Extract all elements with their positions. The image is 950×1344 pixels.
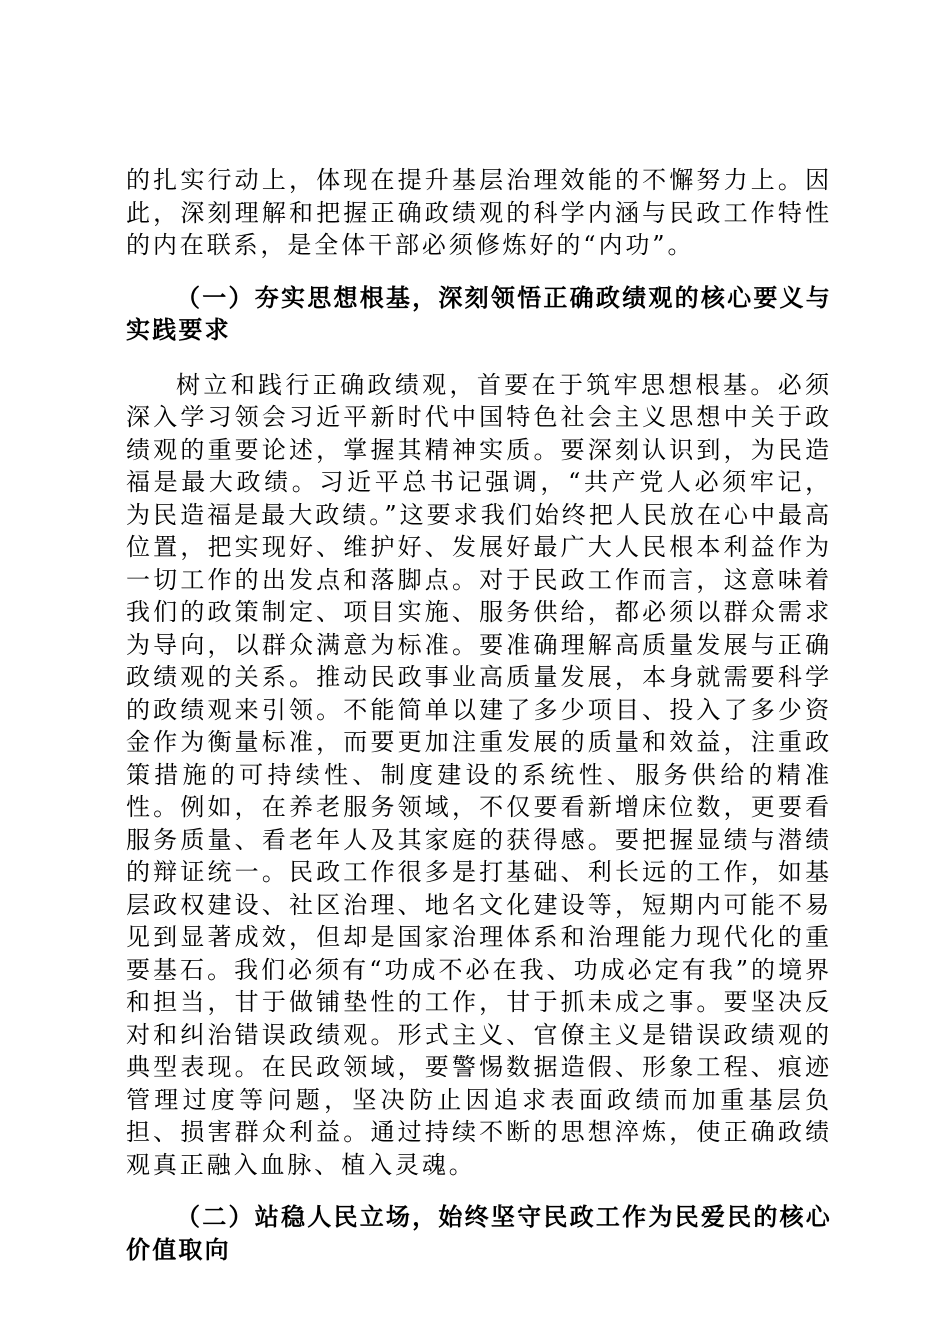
section-two-heading: （二）站稳人民立场，始终坚守民政工作为民爱民的核心价值取向 [126, 1203, 832, 1264]
document-body [126, 164, 832, 1266]
continuation-paragraph: 的扎实行动上，体现在提升基层治理效能的不懈努力上。因此，深刻理解和把握正确政绩观的科学内涵与民政工作特性的内在联系，是全体干部必须修炼好的“内功”。 [126, 166, 832, 259]
paragraph-spacer [126, 347, 832, 369]
paragraph-spacer [126, 262, 832, 282]
section-one-heading: （一）夯实思想根基，深刻领悟正确政绩观的核心要义与实践要求 [126, 283, 832, 344]
paragraph-spacer [126, 1181, 832, 1201]
section-one-body: 树立和践行正确政绩观，首要在于筑牢思想根基。必须深入学习领会习近平新时代中国特色社会主义思想中关于政绩观的重要论述，掌握其精神实质。要深刻认识到，为民造福是最大政绩。习近平总书记强调，“共产党人必须牢记，为民造福是最大政绩。”这要求我们始终把人民放在心中最高位置，把实现好、维护好、发展好最广大人民根本利益作为一切工作的出发点和落脚点。对于民政工作而言，这意味着我们的政策制定、项目实施、服务供给，都必须以群众需求为导向，以群众满意为标准。要准确理解高质量发展与正确政绩观的关系。推动民政事业高质量发展，本身就需要科学的政绩观来引领。不能简单以建了多少项目、投入了多少资金作为衡量标准，而要更加注重发展的质量和效益，注重政策措施的可持续性、制度建设的系统性、服务供给的精准性。例如，在养老服务领域，不仅要看新增床位数，更要看服务质量、看老年人及其家庭的获得感。要把握显绩与潜绩的辩证统一。民政工作很多是打基础、利长远的工作，如基层政权建设、社区治理、地名文化建设等，短期内可能不易见到显著成效，但却是国家治理体系和治理能力现代化的重要基石。我们必须有“功成不必在我、功成必定有我”的境界和担当，甘于做铺垫性的工作，甘于抓未成之事。要坚决反对和纠治错误政绩观。形式主义、官僚主义是错误政绩观的典型表现。在民政领域，要警惕数据造假、形象工程、痕迹管理过度等问题，坚决防止因追求表面政绩而加重基层负担、损害群众利益。通过持续不断的思想淬炼，使正确政绩观真正融入血脉、植入灵魂。 [126, 370, 832, 1179]
